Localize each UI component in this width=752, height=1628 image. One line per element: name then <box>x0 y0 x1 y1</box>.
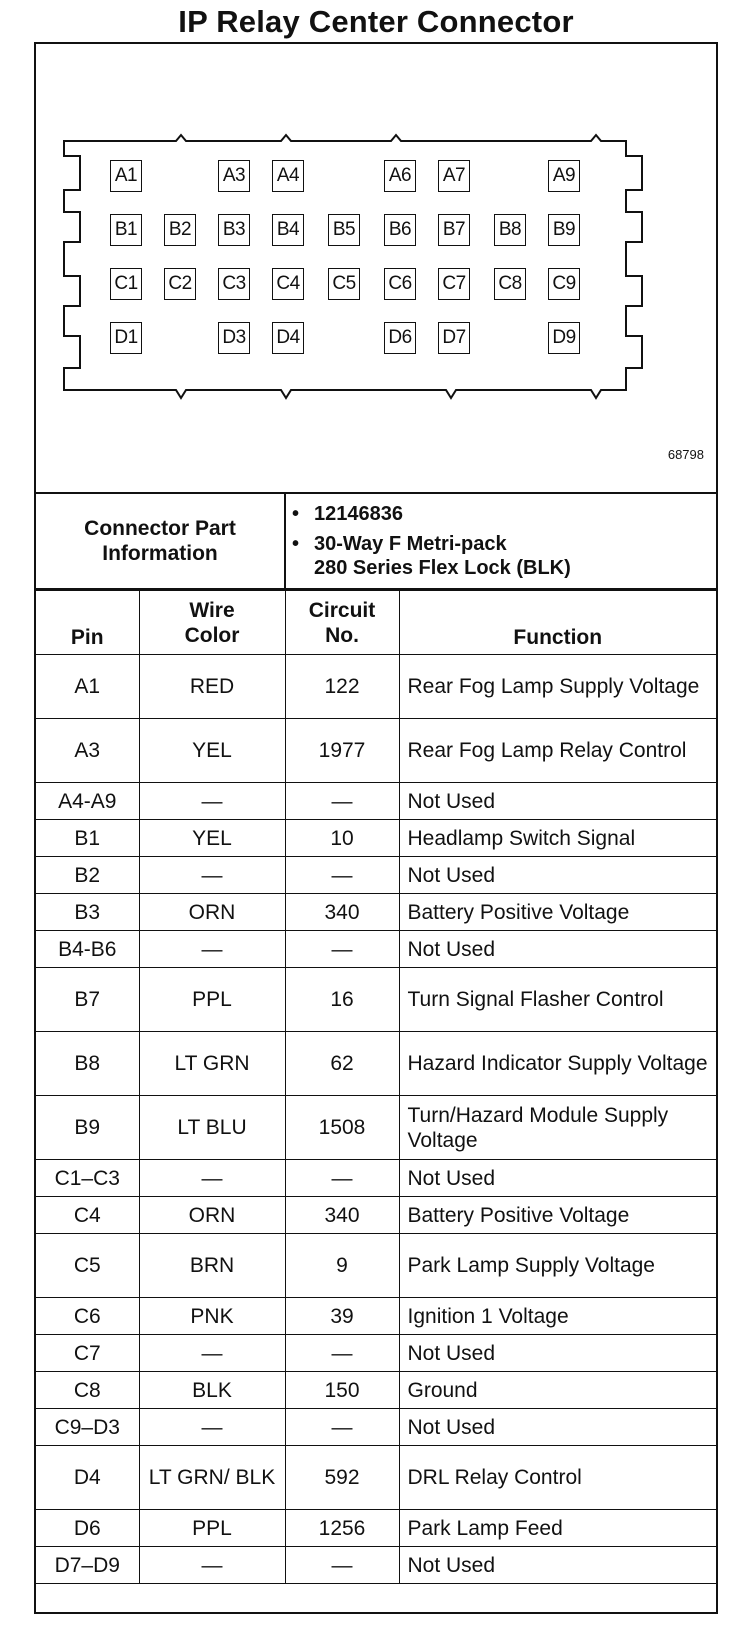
table-row <box>36 1335 716 1372</box>
part-description-line2: 280 Series Flex Lock (BLK) <box>314 557 571 579</box>
pin-cell: C5 <box>36 1234 139 1298</box>
table-row <box>36 1446 716 1510</box>
table-row <box>36 1372 716 1409</box>
pin-cell: B7 <box>36 968 139 1032</box>
pin-cell: B1 <box>36 820 139 857</box>
table-row <box>36 1234 716 1298</box>
wire-color-cell: — <box>139 857 285 894</box>
pin-cell: A1 <box>36 655 139 719</box>
pin-cell: C1–C3 <box>36 1160 139 1197</box>
header-function: Function <box>399 591 716 655</box>
connector-pin: C6 <box>384 268 416 300</box>
wire-color-cell: ORN <box>139 894 285 931</box>
function-cell: Turn Signal Flasher Control <box>399 968 716 1032</box>
pin-cell: B8 <box>36 1032 139 1096</box>
part-info-label-line1: Connector Part <box>84 517 236 540</box>
header-wire-color: Wire Color <box>139 591 285 655</box>
wire-color-cell: PPL <box>139 1510 285 1547</box>
table-row <box>36 968 716 1032</box>
wire-color-cell: PNK <box>139 1298 285 1335</box>
connector-pin: B4 <box>272 214 304 246</box>
function-cell: Battery Positive Voltage <box>399 1197 716 1234</box>
table-row <box>36 1160 716 1197</box>
connector-pin: D9 <box>548 322 580 354</box>
connector-pin: C8 <box>494 268 526 300</box>
connector-pin: B9 <box>548 214 580 246</box>
table-row <box>36 655 716 719</box>
table-row <box>36 783 716 820</box>
wire-color-cell: — <box>139 931 285 968</box>
connector-pin: A3 <box>218 160 250 192</box>
pin-cell: C9–D3 <box>36 1409 139 1446</box>
circuit-number-cell: 62 <box>285 1032 399 1096</box>
connector-pin: A1 <box>110 160 142 192</box>
pin-cell: B3 <box>36 894 139 931</box>
wire-color-cell: — <box>139 1409 285 1446</box>
table-row <box>36 931 716 968</box>
pin-cell: C4 <box>36 1197 139 1234</box>
circuit-number-cell: — <box>285 1335 399 1372</box>
function-cell: Ground <box>399 1372 716 1409</box>
function-cell: Not Used <box>399 857 716 894</box>
pin-cell: D6 <box>36 1510 139 1547</box>
wire-color-cell: LT BLU <box>139 1096 285 1160</box>
circuit-number-cell: 10 <box>285 820 399 857</box>
circuit-number-cell: 340 <box>285 1197 399 1234</box>
connector-pin: C2 <box>164 268 196 300</box>
circuit-number-cell: — <box>285 1160 399 1197</box>
table-row <box>36 1409 716 1446</box>
wire-color-cell: LT GRN <box>139 1032 285 1096</box>
wire-color-cell: ORN <box>139 1197 285 1234</box>
function-cell: Park Lamp Feed <box>399 1510 716 1547</box>
table-row <box>36 1298 716 1335</box>
connector-pin: C1 <box>110 268 142 300</box>
header-circuit-no: Circuit No. <box>285 591 399 655</box>
circuit-number-cell: 340 <box>285 894 399 931</box>
wire-color-cell: — <box>139 1160 285 1197</box>
pin-cell: B9 <box>36 1096 139 1160</box>
function-cell: Rear Fog Lamp Relay Control <box>399 719 716 783</box>
function-cell: Not Used <box>399 783 716 820</box>
connector-pin: A7 <box>438 160 470 192</box>
circuit-number-cell: 122 <box>285 655 399 719</box>
connector-pin: B5 <box>328 214 360 246</box>
wire-color-cell: RED <box>139 655 285 719</box>
connector-pin: B2 <box>164 214 196 246</box>
pin-cell: A3 <box>36 719 139 783</box>
connector-pin: D7 <box>438 322 470 354</box>
circuit-number-cell: — <box>285 1547 399 1584</box>
wire-color-cell: — <box>139 1547 285 1584</box>
function-cell: Not Used <box>399 1409 716 1446</box>
connector-pin: D4 <box>272 322 304 354</box>
pin-cell: A4-A9 <box>36 783 139 820</box>
connector-pin: A4 <box>272 160 304 192</box>
function-cell: Turn/Hazard Module Supply Voltage <box>399 1096 716 1160</box>
connector-part-information <box>36 494 716 590</box>
wire-color-cell: YEL <box>139 719 285 783</box>
connector-pin: B7 <box>438 214 470 246</box>
function-cell: Rear Fog Lamp Supply Voltage <box>399 655 716 719</box>
table-row <box>36 1510 716 1547</box>
function-cell: Not Used <box>399 1547 716 1584</box>
table-row <box>36 820 716 857</box>
pin-cell: B4-B6 <box>36 931 139 968</box>
function-cell: Park Lamp Supply Voltage <box>399 1234 716 1298</box>
pin-cell: C8 <box>36 1372 139 1409</box>
connector-pin: C7 <box>438 268 470 300</box>
pin-cell: C6 <box>36 1298 139 1335</box>
function-cell: Not Used <box>399 1335 716 1372</box>
circuit-number-cell: 592 <box>285 1446 399 1510</box>
circuit-number-cell: 39 <box>285 1298 399 1335</box>
wire-color-cell: YEL <box>139 820 285 857</box>
connector-pin: C9 <box>548 268 580 300</box>
table-row <box>36 894 716 931</box>
circuit-number-cell: — <box>285 1409 399 1446</box>
connector-pin: B8 <box>494 214 526 246</box>
table-row <box>36 1096 716 1160</box>
connector-pin: D6 <box>384 322 416 354</box>
table-row <box>36 1197 716 1234</box>
table-row <box>36 857 716 894</box>
part-number: 12146836 <box>314 503 403 525</box>
connector-pin: C3 <box>218 268 250 300</box>
part-info-details <box>288 502 708 586</box>
bullet: • <box>292 533 300 555</box>
pin-cell: B2 <box>36 857 139 894</box>
wire-color-cell: BLK <box>139 1372 285 1409</box>
connector-pin: A6 <box>384 160 416 192</box>
circuit-number-cell: 16 <box>285 968 399 1032</box>
pinout-table <box>36 590 716 1584</box>
function-cell: Not Used <box>399 1160 716 1197</box>
part-info-label-line2: Information <box>102 542 218 565</box>
connector-pin: C5 <box>328 268 360 300</box>
part-description-line1: 30-Way F Metri-pack <box>314 533 507 555</box>
connector-pin: B3 <box>218 214 250 246</box>
part-info-label <box>36 494 286 588</box>
pin-cell: D4 <box>36 1446 139 1510</box>
connector-pin: B6 <box>384 214 416 246</box>
function-cell: Battery Positive Voltage <box>399 894 716 931</box>
table-row <box>36 1032 716 1096</box>
page-title: IP Relay Center Connector <box>178 4 574 39</box>
circuit-number-cell: 1508 <box>285 1096 399 1160</box>
table-row <box>36 1547 716 1584</box>
connector-pin: C4 <box>272 268 304 300</box>
connector-pin: B1 <box>110 214 142 246</box>
connector-pin: A9 <box>548 160 580 192</box>
circuit-number-cell: 1256 <box>285 1510 399 1547</box>
connector-pin: D3 <box>218 322 250 354</box>
connector-sheet <box>34 42 718 1614</box>
wire-color-cell: PPL <box>139 968 285 1032</box>
circuit-number-cell: — <box>285 857 399 894</box>
function-cell: Headlamp Switch Signal <box>399 820 716 857</box>
wire-color-cell: — <box>139 1335 285 1372</box>
connector-diagram <box>36 44 716 494</box>
circuit-number-cell: — <box>285 783 399 820</box>
table-header-row <box>36 591 716 655</box>
wire-color-cell: LT GRN/ BLK <box>139 1446 285 1510</box>
function-cell: Ignition 1 Voltage <box>399 1298 716 1335</box>
header-pin: Pin <box>36 591 139 655</box>
table-row <box>36 719 716 783</box>
wire-color-cell: BRN <box>139 1234 285 1298</box>
pin-cell: C7 <box>36 1335 139 1372</box>
function-cell: Not Used <box>399 931 716 968</box>
circuit-number-cell: 9 <box>285 1234 399 1298</box>
circuit-number-cell: 1977 <box>285 719 399 783</box>
bullet: • <box>292 503 300 525</box>
function-cell: DRL Relay Control <box>399 1446 716 1510</box>
pin-cell: D7–D9 <box>36 1547 139 1584</box>
function-cell: Hazard Indicator Supply Voltage <box>399 1032 716 1096</box>
circuit-number-cell: — <box>285 931 399 968</box>
figure-number: 68798 <box>667 447 704 462</box>
connector-pin: D1 <box>110 322 142 354</box>
circuit-number-cell: 150 <box>285 1372 399 1409</box>
wire-color-cell: — <box>139 783 285 820</box>
